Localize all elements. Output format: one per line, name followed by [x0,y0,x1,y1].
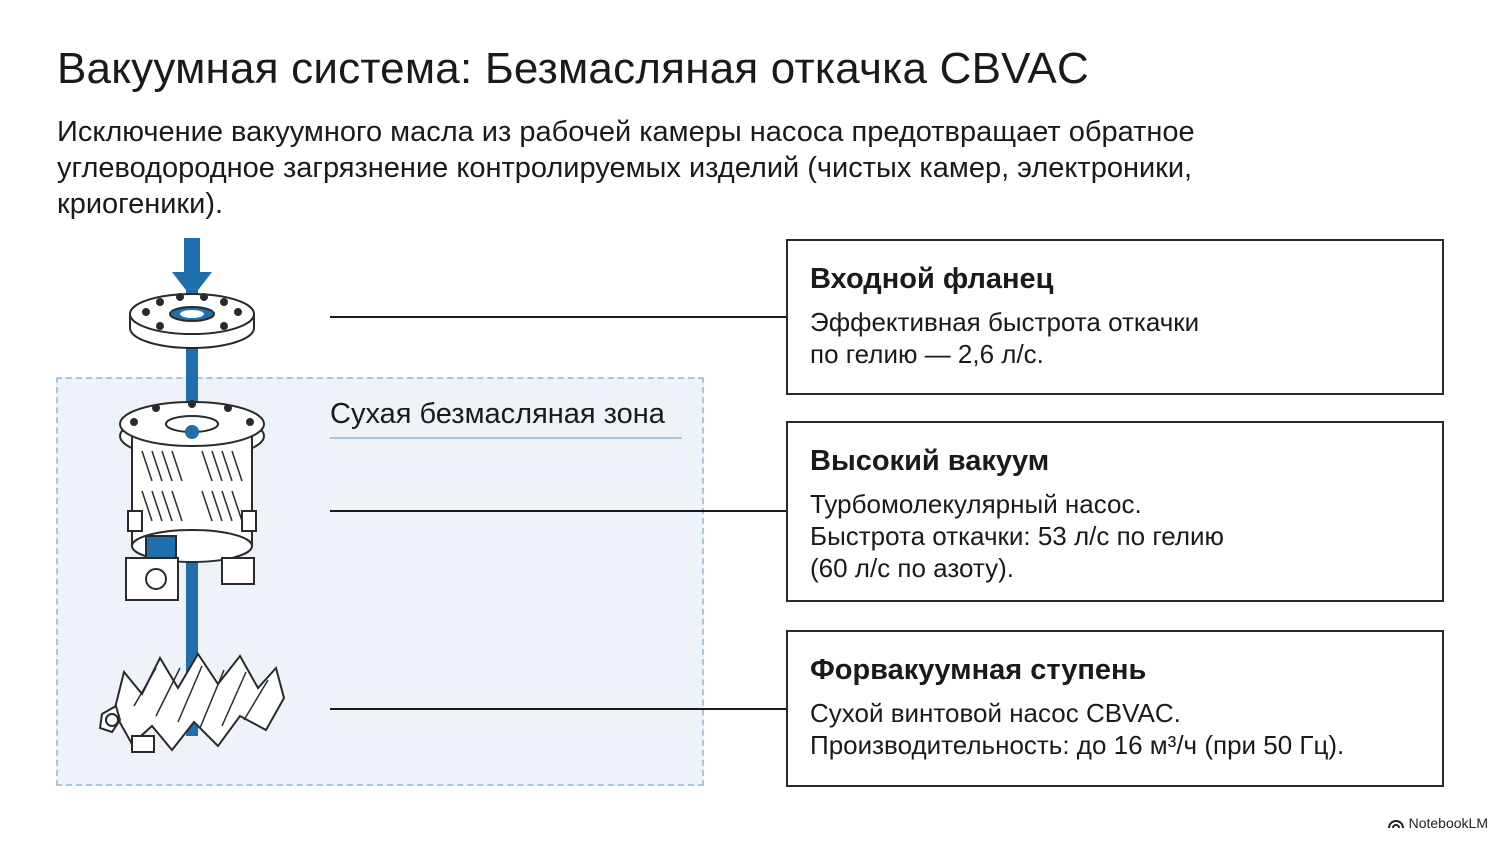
card-text: Турбомолекулярный насос. Быстрота откачки: 53 л/с по гелию (60 л/с по азоту). [810,489,1225,583]
card-high-vacuum [786,421,1444,602]
brand-name: NotebookLM [1408,815,1488,831]
flange-icon [130,294,254,348]
pump-diagram [90,236,300,756]
screw-rotor-icon [100,654,284,752]
pointer-line-inlet [330,316,786,318]
card-forevacuum-stage [786,630,1444,787]
card-title: Входной фланец [810,263,1054,295]
card-title: Форвакуумная ступень [810,654,1147,686]
page-title: Вакуумная система: Безмасляная откачка CBVAC [57,44,1089,93]
card-text: Эффективная быстрота откачки по гелию — 2,6 л/с. [810,307,1200,369]
pointer-line-high-vacuum [330,510,786,512]
brand-badge [1388,815,1488,831]
card-text: Сухой винтовой насос CBVAC. Производительность: до 16 м³/ч (при 50 Гц). [810,698,1345,760]
page-subtitle: Исключение вакуумного масла из рабочей камеры насоса предотвращает обратное углеводородное загрязнение контролируемых изделий (чистых камер, электроники, криогеники). [57,116,1195,220]
notebooklm-logo-icon [1388,817,1404,829]
down-arrow-icon [172,238,212,298]
card-title: Высокий вакуум [810,445,1050,477]
card-inlet-flange [786,239,1444,395]
pointer-line-forevacuum [330,708,786,710]
zone-label: Сухая безмасляная зона [330,398,682,439]
